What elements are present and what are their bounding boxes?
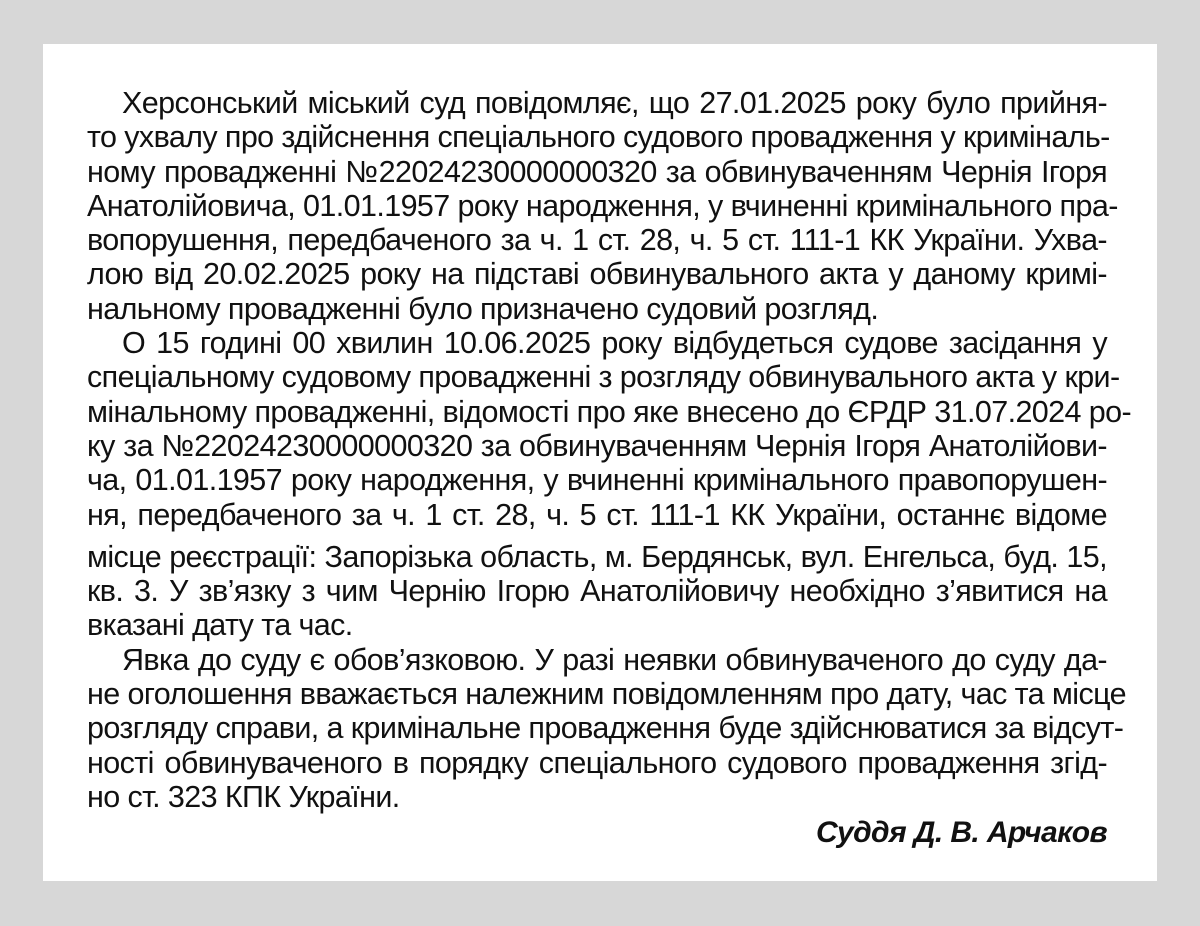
text-line: не оголошення вважається належним повідомленням про дату, час та місце	[87, 677, 1126, 712]
text-line: ку за №22024230000000320 за обвинуваченням Чернія Ігоря Анатолійови-	[87, 428, 1107, 463]
text-line: ності обвинуваченого в порядку спеціального судового провадження згід-	[87, 745, 1107, 780]
text-line: нальному провадженні було призначено судовий розгляд.	[87, 291, 879, 326]
paragraph-court-ruling	[87, 86, 1118, 326]
text-line: кв. 3. У зв’язку з чим Чернію Ігорю Анатолійовичу необхідно з’явитися на	[87, 574, 1107, 609]
text-line: О 15 годині 00 хвилин 10.06.2025 року відбудеться судове засідання у	[122, 326, 1107, 361]
text-line: Херсонський міський суд повідомляє, що 27.01.2025 року було прийня-	[122, 86, 1107, 120]
text-line: Явка до суду є обов’язковою. У разі неявки обвинуваченого до суду да-	[122, 642, 1107, 677]
text-line: то ухвалу про здійснення спеціального судового провадження у криміналь-	[87, 120, 1110, 155]
text-line: ному провадженні №22024230000000320 за обвинуваченням Чернія Ігоря	[87, 154, 1107, 189]
text-line: ня, передбаченого за ч. 1 ст. 28, ч. 5 ст. 111-1 КК України, останнє відоме	[87, 497, 1107, 532]
paragraph-hearing-schedule	[87, 326, 1132, 643]
text-line: мінальному провадженні, відомості про яке внесено до ЄРДР 31.07.2024 ро-	[87, 394, 1132, 429]
text-line: місце реєстрації: Запорізька область, м. Бердянськ, вул. Енгельса, буд. 15,	[87, 539, 1107, 574]
paragraph-attendance	[87, 642, 1126, 814]
text-line: Анатолійовича, 01.01.1957 року народження, у вчиненні кримінального пра-	[87, 188, 1118, 223]
text-line: вопорушення, передбаченого за ч. 1 ст. 28, ч. 5 ст. 111-1 КК України. Ухва-	[87, 223, 1107, 258]
judge-signature: Суддя Д. В. Арчаков	[815, 816, 1107, 849]
text-line: ча, 01.01.1957 року народження, у вчиненні кримінального правопорушен-	[87, 463, 1107, 498]
text-line: розгляду справи, а кримінальне провадження буде здійснюватися за відсут-	[87, 711, 1124, 746]
text-line: спеціальному судовому провадженні з розгляду обвинувального акта у кри-	[87, 360, 1120, 395]
text-line: лою від 20.02.2025 року на підставі обвинувального акта у даному кримі-	[87, 257, 1107, 292]
court-notice	[43, 44, 1157, 881]
text-line: вказані дату та час.	[87, 608, 353, 643]
notice-body	[87, 86, 1132, 814]
text-line: но ст. 323 КПК України.	[87, 779, 400, 814]
